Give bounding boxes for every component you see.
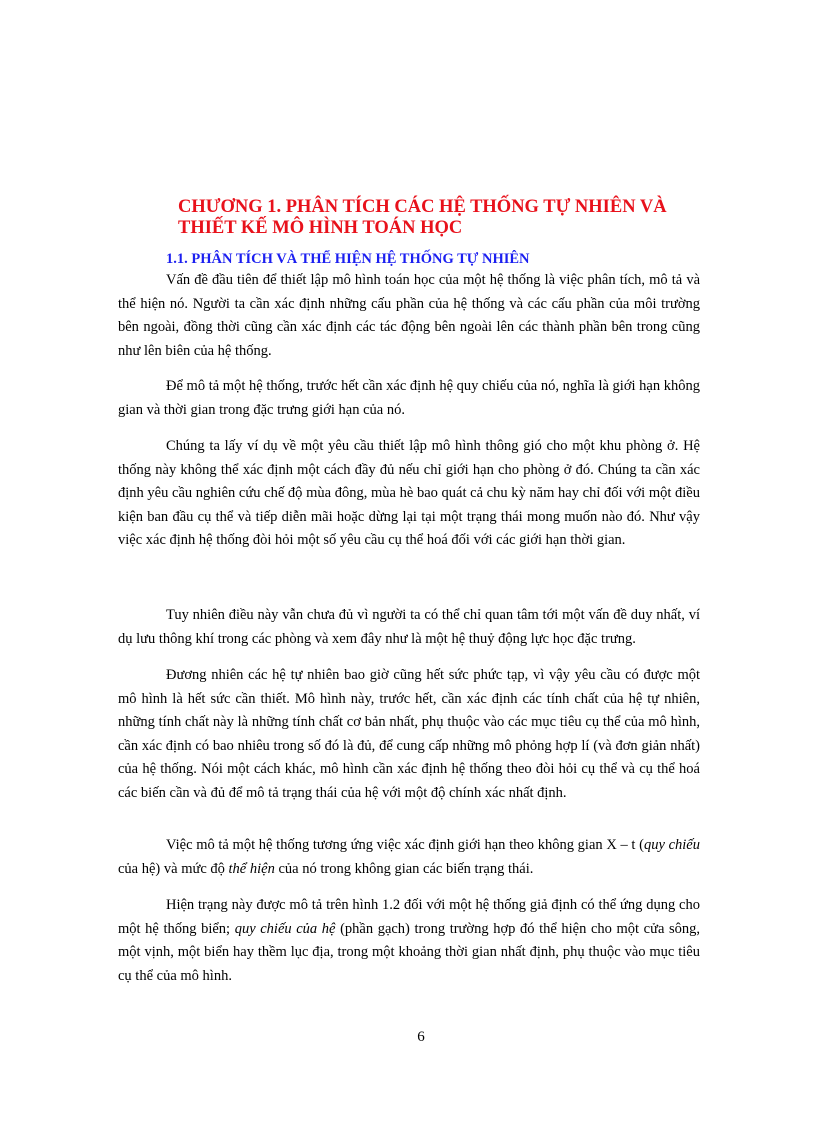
paragraph-1: Vấn đề đầu tiên để thiết lập mô hình toán học của một hệ thống là việc phân tích, mô tả và thể hiện nó. Người ta cần xác định những cấu phần của hệ thống và các cấu phần của môi trường bên ngoài, đồng thời cũng cần xác định các tác động bên ngoài lên các thành phần bên trong cũng như lên biên của hệ thống. (118, 272, 700, 359)
paragraph-5: Đương nhiên các hệ tự nhiên bao giờ cũng hết sức phức tạp, vì vậy yêu cầu có được một mô hình là hết sức cần thiết. Mô hình này, trước hết, cần xác định các tính chất của hệ tự nhiên, những tính chất này là những tính chất cơ bản nhất, phụ thuộc vào các mục tiêu cụ thể của mô hình, cần xác định có bao nhiêu trong số đó là đủ, để cung cấp những mô phỏng hợp lí (và đơn giản nhất) của hệ thống. Nói một cách khác, mô hình cần xác định hệ thống theo đòi hỏi cụ thể và cụ thể hoá các biến cần và đủ để mô tả trạng thái của hệ với một độ chính xác nhất định. (118, 667, 700, 801)
paragraph-2: Để mô tả một hệ thống, trước hết cần xác định hệ quy chiếu của nó, nghĩa là giới hạn không gian và thời gian trong đặc trưng giới hạn của nó. (118, 378, 700, 418)
paragraph-6-text-2: của hệ) và mức độ (118, 860, 229, 877)
paragraph-7-italic-quy-chieu-cua-he: quy chiếu của hệ (234, 920, 336, 937)
paragraph-3: Chúng ta lấy ví dụ về một yêu cầu thiết lập mô hình thông gió cho một khu phòng ở. Hệ thống này không thể xác định một cách đầy đủ nếu chỉ giới hạn cho phòng ở đó. Chúng ta cần xác định yêu cầu nghiên cứu chế độ mùa đông, mùa hè bao quát cả chu kỳ năm hay chỉ đối với một điều kiện ban đầu cụ thể và tiếp diễn mãi hoặc dừng lại tại một trạng thái mong muốn nào đó. Như vậy việc xác định hệ thống đòi hỏi một số yêu cầu cụ thể hoá đối với các giới hạn thời gian. (118, 438, 700, 548)
paragraph-7-text-1: Hiện trạng này được mô tả trên hình 1.2 đối với một hệ thống giả định có thể ứng dụng cho một hệ thống biển; (118, 897, 700, 937)
paragraph-7-text-2: (phần gạch) trong trường hợp đó thể hiện cho một cửa sông, một vịnh, một biển hay thềm lục địa, trong một khoảng thời gian nhất định, phụ thuộc vào mục tiêu cụ thể của mô hình. (118, 920, 701, 984)
paragraph-7 (118, 894, 700, 988)
paragraph-4: Tuy nhiên điều này vẫn chưa đủ vì người ta có thể chỉ quan tâm tới một vấn đề duy nhất, ví dụ lưu thông khí trong các phòng và xem đây như là một hệ thuỷ động lực học đặc trưng. (118, 607, 700, 647)
paragraph-6-italic-quy-chieu: quy chiếu (643, 837, 700, 853)
chapter-title-line-1: CHƯƠNG 1. PHÂN TÍCH CÁC HỆ THỐNG TỰ NHIÊN VÀ (178, 197, 667, 217)
paragraph-6-text-1: Việc mô tả một hệ thống tương ứng việc xác định giới hạn theo không gian X – t ( (166, 837, 644, 853)
section-heading: 1.1. PHÂN TÍCH VÀ THỂ HIỆN HỆ THỐNG TỰ NHIÊN (166, 251, 530, 267)
chapter-title (178, 197, 738, 239)
paragraph-6 (118, 834, 700, 881)
chapter-title-line-2: THIẾT KẾ MÔ HÌNH TOÁN HỌC (178, 218, 463, 238)
page-number: 6 (417, 1029, 425, 1045)
paragraph-6-text-3: của nó trong không gian các biến trạng thái. (274, 860, 534, 877)
paragraph-6-italic-the-hien: thể hiện (228, 860, 275, 877)
